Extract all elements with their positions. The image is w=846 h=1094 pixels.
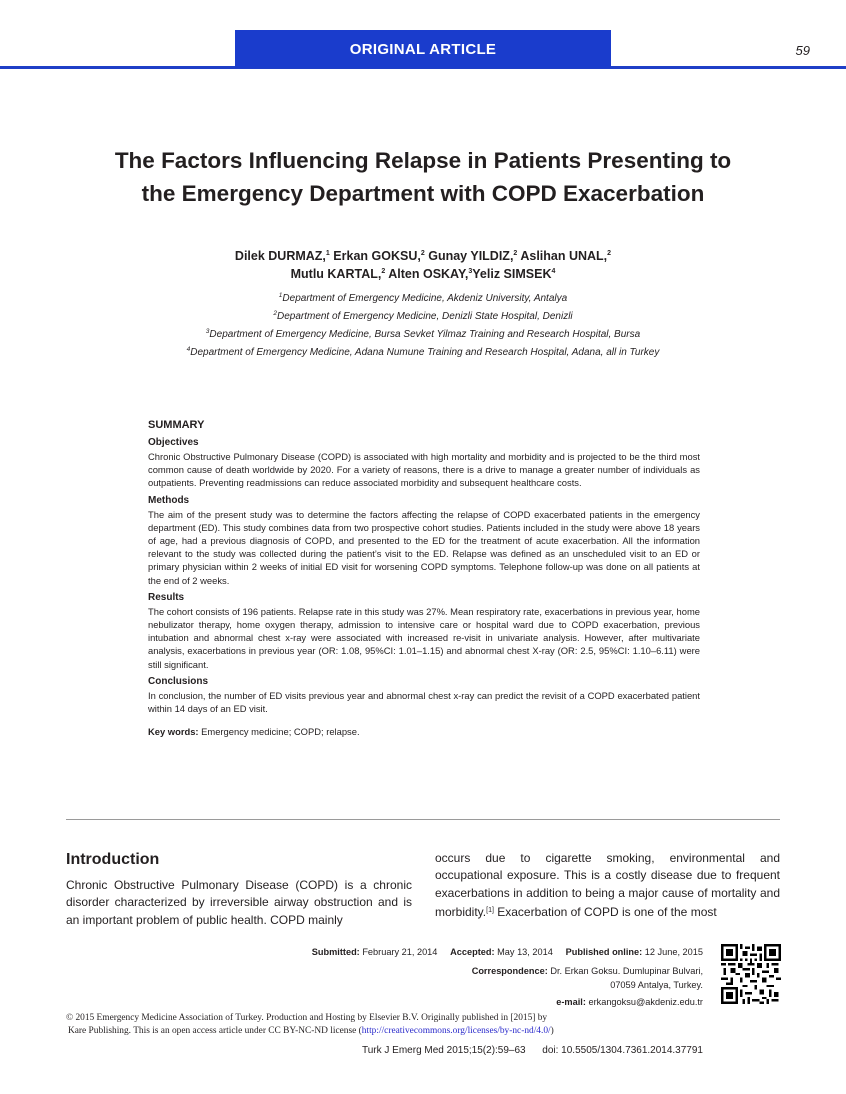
author-list-line-1 (60, 249, 786, 263)
affiliation-text: Department of Emergency Medicine, Denizli State Hospital, Denizli (276, 311, 573, 322)
author-affiliation-mark: 2 (420, 250, 425, 257)
affiliation-mark: 2 (273, 310, 277, 317)
journal-reference (300, 1045, 703, 1056)
author-affiliation-mark: 2 (513, 250, 518, 257)
article-title-line-2: the Emergency Department with COPD Exacerbation (141, 181, 705, 206)
author-name: Mutlu KARTAL, (290, 267, 382, 281)
affiliation-mark: 4 (186, 346, 191, 353)
qr-code-graphic (721, 944, 781, 1004)
affiliation-text: Department of Emergency Medicine, Adana Numune Training and Research Hospital, Adana, all in Turkey (190, 347, 660, 358)
affiliation-text: Department of Emergency Medicine, Bursa Sevket Yilmaz Training and Research Hospital, Bursa (209, 329, 641, 340)
author-name: Yeliz SIMSEK (472, 267, 552, 281)
introduction-text-right-main: occurs due to cigarette smoking, environmental and occupational exposure. This is a costly disease due to frequent exacerbations in addition to being a major cause of mortality and morbidity. (435, 851, 780, 919)
correspondence-address-1: Dr. Erkan Goksu. Dumlupinar Bulvari, (550, 966, 703, 976)
author-affiliation-mark: 2 (607, 250, 612, 257)
methods-text: The aim of the present study was to determine the factors affecting the relapse of COPD exacerbated patients in the emergency department (ED). This study combines data from two prospective cohort studies. Patients included in the study were above 18 years of age, had a previous diagnosis of COPD, and presented to the ED for the treatment of acute exacerbation. All the information relevant to the study was collected during the patient’s visit to the ED. Relapse was defined as an unscheduled visit to an ED or primary physician within 2 weeks of initial ED visit for worsening COPD symptoms. Telephone follow-up was done on all patients at the end of 2 weeks. (148, 508, 700, 586)
results-text: The cohort consists of 196 patients. Relapse rate in this study was 27%. Mean respiratory rate, exacerbations in previous year, home nebulizator therapy, home oxygen therapy, admission to intensive care or hospital ward due to COPD exacerbation, previous intubation and abnormal chest x-ray were associated with increased re-visit in univariate analysis. However, after multivariate analysis, exacerbations in previous year (OR: 1.08, 95%CI: 1.01–1.15) and abnormal chest X-ray (OR: 2.5, 95%CI: 1.10–6.11) were still significant. (148, 605, 700, 670)
section-banner (235, 30, 611, 68)
author-affiliation-mark: 3 (468, 268, 473, 275)
license-notice (66, 1012, 666, 1038)
section-divider (66, 819, 780, 820)
email-label: e-mail: (556, 997, 586, 1007)
journal-citation: Turk J Emerg Med 2015;15(2):59–63 (362, 1045, 526, 1056)
section-label: ORIGINAL ARTICLE (349, 40, 497, 58)
methods-heading: Methods (148, 494, 190, 506)
affiliation-mark: 3 (205, 328, 210, 335)
author-affiliation-mark: 1 (325, 250, 330, 257)
affiliation-1 (60, 292, 786, 304)
page-number: 59 (795, 43, 810, 58)
submitted-label: Submitted: (311, 947, 360, 957)
correspondence-label: Correspondence: (471, 966, 548, 976)
article-dates (180, 945, 703, 959)
affiliation-3 (60, 328, 786, 340)
conclusions-heading: Conclusions (148, 675, 209, 687)
license-line-2-text: Kare Publishing. This is an open access article under CC BY-NC-ND license ( (68, 1026, 362, 1036)
introduction-left-column (66, 849, 412, 929)
article-title (60, 144, 786, 210)
results-heading: Results (148, 591, 185, 603)
introduction-heading: Introduction (66, 851, 160, 868)
email-address[interactable]: erkangoksu@akdeniz.edu.tr (588, 997, 703, 1007)
introduction-text-right (435, 850, 780, 921)
author-affiliation-mark: 2 (381, 268, 386, 275)
introduction-text-left: Chronic Obstructive Pulmonary Disease (COPD) is a chronic disorder characterized by irreversible airway obstruction and is an important problem of public health. COPD mainly (66, 878, 412, 927)
correspondence-line-1 (300, 964, 703, 978)
summary-title: SUMMARY (148, 419, 205, 431)
author-affiliation-mark: 4 (551, 268, 556, 275)
qr-code-icon (721, 944, 781, 1004)
objectives-text: Chronic Obstructive Pulmonary Disease (COPD) is associated with high mortality and morbidity and is projected to be the third most common cause of death worldwide by 2020. For a variety of reasons, there is a drive to manage a greater number of individuals as outpatients. Preventing readmissions can reduce associated morbidity and subsequent healthcare costs. (148, 451, 700, 489)
author-name: Aslihan UNAL, (520, 249, 608, 263)
citation-mark: [1] (486, 906, 494, 914)
license-link[interactable]: http://creativecommons.org/licenses/by-nc-nd/4.0/ (361, 1026, 551, 1036)
author-name: Alten OSKAY, (388, 267, 469, 281)
license-line-1: © 2015 Emergency Medicine Association of Turkey. Production and Hosting by Elsevier B.V. Originally published in [2015] by (66, 1013, 548, 1023)
affiliation-mark: 1 (278, 292, 283, 299)
introduction-right-column (435, 850, 780, 921)
affiliation-text: Department of Emergency Medicine, Akdeniz University, Antalya (282, 293, 568, 304)
conclusions-text: In conclusion, the number of ED visits previous year and abnormal chest x-ray can predict the revisit of a COPD exacerbated patient within 14 days of an ED visit. (148, 689, 700, 715)
correspondence-line-2: 07059 Antalya, Turkey. (610, 980, 703, 990)
license-line-2 (66, 1025, 666, 1038)
author-name: Dilek DURMAZ, (234, 249, 326, 263)
summary-block (148, 418, 700, 738)
accepted-date: May 13, 2014 (497, 947, 553, 957)
submitted-date: February 21, 2014 (362, 947, 438, 957)
article-title-line-1: The Factors Influencing Relapse in Patients Presenting to (114, 148, 732, 173)
affiliation-4 (60, 346, 786, 358)
published-date: 12 June, 2015 (644, 947, 703, 957)
affiliation-2 (60, 310, 786, 322)
correspondence-email (300, 995, 703, 1009)
journal-doi[interactable]: doi: 10.5505/1304.7361.2014.37791 (542, 1045, 703, 1056)
keywords-line (148, 725, 700, 738)
introduction-text-right-end: Exacerbation of COPD is one of the most (493, 904, 717, 919)
author-list-line-2 (60, 267, 786, 281)
author-name: Erkan GOKSU, (333, 249, 421, 263)
author-name: Gunay YILDIZ, (428, 249, 514, 263)
published-label: Published online: (565, 947, 643, 957)
accepted-label: Accepted: (450, 947, 495, 957)
keywords-label: Key words: (148, 726, 199, 738)
license-line-2-end: ) (550, 1026, 554, 1036)
keywords-text: Emergency medicine; COPD; relapse. (201, 726, 360, 738)
objectives-heading: Objectives (148, 437, 199, 448)
